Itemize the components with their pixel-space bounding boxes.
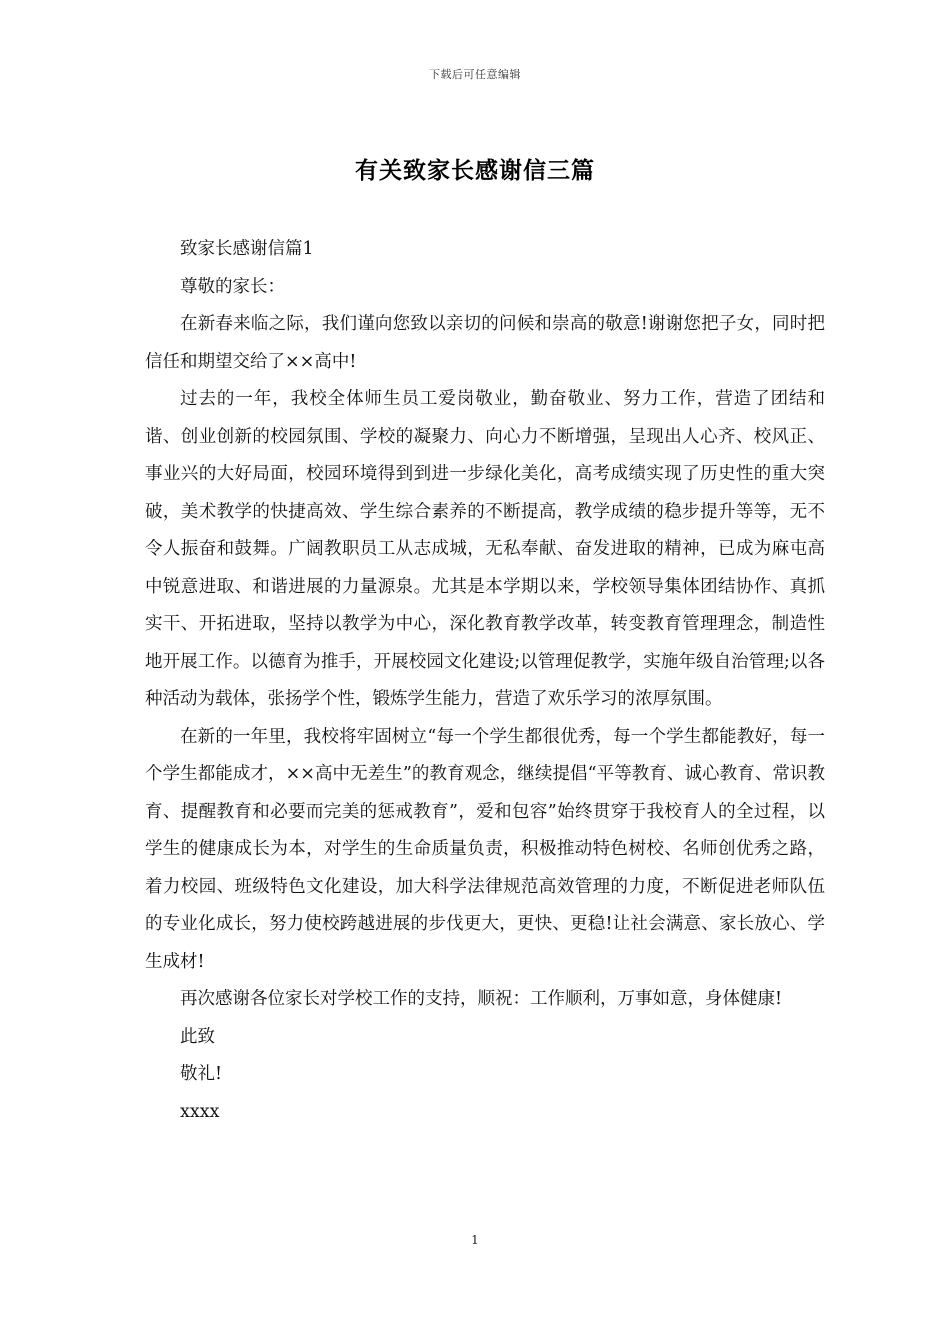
closing-line: 此致: [180, 1026, 215, 1047]
document-body: [145, 231, 825, 1131]
salutation: 尊敬的家长：: [180, 276, 285, 297]
paragraph-past-year: 过去的一年，我校全体师生员工爱岗敬业，勤奋敬业、努力工作，营造了团结和谐、创业创新的校园氛围、学校的凝聚力、向心力不断增强，呈现出人心齐、校风正、事业兴的大好局面，校园环境得到到进一步绿化美化，高考成绩实现了历史性的重大突破，美术教学的快捷高效、学生综合素养的不断提高，教学成绩的稳步提升等等，无不令人振奋和鼓舞。广阔教职员工从志成城，无私奉献、奋发进取的精神，已成为麻屯高中锐意进取、和谐进展的力量源泉。尤其是本学期以来，学校领导集体团结协作、真抓实干、开拓进取，坚持以教学为中心，深化教育教学改革，转变教育管理理念，制造性地开展工作。以德育为推手，开展校园文化建设;以管理促教学，实施年级自治管理;以各种活动为载体，张扬学个性，锻炼学生能力，营造了欢乐学习的浓厚氛围。: [145, 389, 825, 709]
page-number: 1: [471, 1233, 479, 1247]
closing-regards: 敬礼!: [180, 1064, 223, 1084]
document-title: 有关致家长感谢信三篇: [355, 157, 595, 184]
paragraph-thanks: 再次感谢各位家长对学校工作的支持，顺祝：工作顺利，万事如意，身体健康!: [180, 989, 783, 1009]
paragraph-new-year: 在新的一年里，我校将牢固树立“每一个学生都很优秀，每一个学生都能教好，每一个学生都能成才，××高中无差生”的教育观念，继续提倡“平等教育、诚心教育、常识教育、提醒教育和必要而完美的惩戒教育”，爱和包容”始终贯穿于我校育人的全过程，以学生的健康成长为本，对学生的生命质量负责，积极推动特色树校、名师创优秀之路，着力校园、班级特色文化建设，加大科学法律规范高效管理的力度，不断促进老师队伍的专业化成长，努力使校跨越进展的步伐更大，更快、更稳!让社会满意、家长放心、学生成材!: [145, 726, 825, 972]
section-heading: 致家长感谢信篇1: [180, 239, 314, 259]
signature: xxxx: [180, 1101, 220, 1122]
download-note: 下载后可任意编辑: [429, 68, 521, 81]
paragraph-greeting: 在新春来临之际，我们谨向您致以亲切的问候和崇高的敬意!谢谢您把子女，同时把信任和期望交给了××高中!: [145, 314, 825, 372]
